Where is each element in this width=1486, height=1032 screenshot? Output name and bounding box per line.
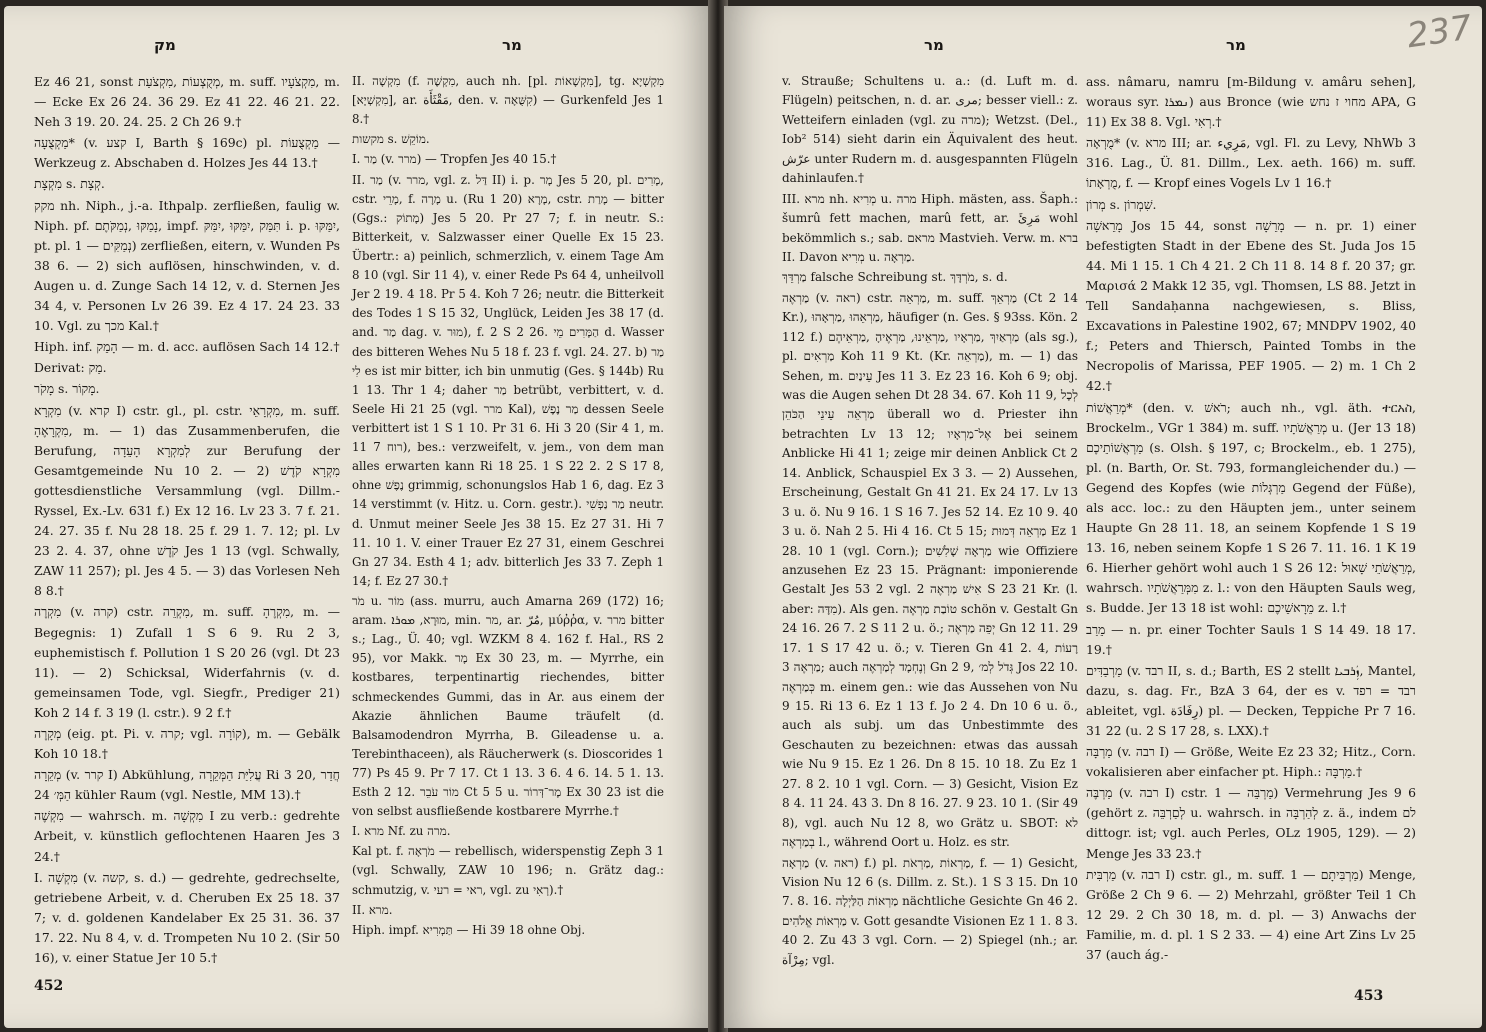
- dictionary-entry: מַרְבָּה (v. רבה I) — Größe, Weite Ez 23 32; Hitz., Corn. vokalisieren aber einfacher pt. Hiph.: מַרְבָּה.†: [1086, 744, 1416, 780]
- dictionary-entry: מקק nh. Niph., j.-a. Ithpalp. zerfließen, faulig w. Niph. pf. נָמַקּוּ ,נְמַקֹּתֶם, impf. תִּמַּק ,יִמַּקּוּ ,יִמַּקּ i. p. יִמַּקּוּ, pt. pl. נְמַקִּים — 1) zerfließen, eitern, v. Wunden Ps 38 6. — 2) sich auflösen, hinschwinden, v. d. Augen u. d. Zunge Sach 14 12, v. d. Sternen Jes 34 4, v. Personen Lv 26 39. Ez 4 17. 24 23. 33 10. Vgl. zu מכך Kal.†: [34, 197, 340, 334]
- dictionary-entry: Hiph. impf. תַּמְרִיא — Hi 39 18 ohne Obj.: [352, 922, 586, 937]
- dictionary-entry: מָרֵאשָׁה Jos 15 44, sonst מָרֵשָׁה — n. pr. 1) einer befestigten Stadt in der Ebene des St. Juda Jos 15 44. Mi 1 15. 1 Ch 4 21. 2 Ch 11 8. 14 8 f. 20 37; gr. Μαρισά 2 Makk 12 35, vgl. Thomsen, LS 88. Jetzt in Tell Sandaḥanna nachgewiesen, s. Bliss, Excavations in Palestine 1902, 67; MNDPV 1902, 40 f.; Peters and Thiersch, Painted Tombs in the Necropolis of Marissa, PEF 1905. — 2) m. 1 Ch 2 42.†: [1086, 217, 1416, 394]
- dictionary-entry: ass. nâmaru, namru [m-Bildung v. amâru sehen], woraus syr. ܢܡܪܐ) aus Bronce (wie מחוי ז נחש APA, G 11) Ex 38 8. Vgl. רְאִי.†: [1086, 74, 1416, 130]
- dictionary-entry: מַרְבַדִּים (v. רבד II, s. d.; Barth, ES 2 stellt ܙܲܪܒܝܐ, Mantel, dazu, s. dag. Fr., BzA 3 64, der es v. רבד = רפד ableitet, vgl. رِفَادَة) pl. — Decken, Teppiche Pr 7 16. 31 22 (u. 2 S 17 28, s. LXX).†: [1086, 662, 1417, 738]
- dictionary-entry: Derivat: מַק.: [34, 360, 107, 376]
- dictionary-entry: מַרְאָה (v. ראה) f.) pl. מַרְאוֹת ,מַרְאֹת, f. — 1) Gesicht, Vision Nu 12 6 (s. Dillm. z. St.). 1 S 3 15. Dn 10 7. 8. 16. מַרְאוֹת הַלַּיְלָה nächtliche Gesichte Gn 46 2. מַרְאוֹת אֱלֹהִים v. Gott gesandte Visionen Ez 1 1. 8 3. 40 2. Zu 43 3 vgl. Corn. — 2) Spiegel (nh.; ar. مِرْآة; vgl.: [782, 855, 1078, 967]
- right-column-1: [782, 72, 1078, 971]
- right-running-head-2: מר: [1226, 36, 1246, 54]
- dictionary-entry: II. מַר (v. מרר, vgl. z. דַּל II) i. p. מָר Jes 5 20, pl. מָרִים, cstr. מָרֵי, f. מָרָה u. (Ru 1 20) מָרָא, cstr. מָרַת — bitter (Ggs.: מָתוֹק) Jes 5 20. Pr 27 7; f. in neutr. S.: Bitterkeit, v. Salzwasser einer Quelle Ex 15 23. Übertr.: a) peinlich, schmerzlich, v. einem Tage Am 8 10 (vgl. Sir 11 4), v. einer Rede Ps 64 4, unheilvoll Jer 2 19. 4 18. Pr 5 4. Koh 7 26; neutr. die Bitterkeit des Todes 1 S 15 32, Unglück, Leiden Jes 38 17 (d. and. מַר dag. v. מוּר), f. 2 S 2 26. הַמָּרִים מֵי d. Wasser des bitteren Wehes Nu 5 18 f. 23 f. vgl. 24. 27. b) מַר לִי es ist mir bitter, ich bin unmutig (Ges. § 144b) Ru 1 13. Thr 1 4; daher מַר betrübt, verbittert, v. d. Seele Hi 21 25 (vgl. מרר Kal), מַר נֶפֶשׁ dessen Seele verbittert ist 1 S 1 10. Pr 31 6. Hi 3 20 (Sir 4 1, m. רוח 7 11), bes.: verzweifelt, v. jem., von dem man alles erwarten kann Ri 18 25. 1 S 22 2. 2 S 17 8, ohne נֶפֶשׁ grimmig, schonungslos Hab 1 6, dag. Ez 3 14 verstimmt (v. Hitz. u. Corn. gestr.). מַר נַפְשִׁי neutr. d. Unmut meiner Seele Jes 38 15. Ez 27 31. Hi 7 11. 10 1. V. einer Trauer Ez 27 31, einem Geschrei Gn 27 34. Esth 4 1; adv. bitterlich Jes 33 7. Zeph 1 14; f. Ez 27 30.†: [352, 172, 664, 588]
- dictionary-entry: מֵרַב — n. pr. einer Tochter Sauls 1 S 14 49. 18 17. 19.†: [1086, 621, 1416, 657]
- dictionary-entry: מָקֹר s. מָקוֹר.: [34, 381, 100, 397]
- dictionary-entry: III. מרא nh. מְרִיא u. מרה Hiph. mästen, ass. Šaph.: šumrû fett machen, marû fett, ar. مَرِئَ wohl bekömmlich s.; sab. מראם Mastvieh. Verw. m. ברא II. Davon מְרִיא u. מַרְאָה.: [782, 191, 1078, 264]
- dictionary-entry: מִקְצָת s. קְצָת.: [34, 176, 105, 192]
- dictionary-entry: I. מַר (v. מרר) — Tropfen Jes 40 15.†: [352, 152, 557, 167]
- right-running-head-1: מר: [924, 36, 944, 54]
- dictionary-entry: מִקְרֶה (v. קרה) cstr. מִקְרֵה, m. suff. מִקְרֶהָ, m. — Begegnis: 1) Zufall 1 S 6 9. Ru 2 3, euphemistisch f. Pollution 1 S 20 26 (vgl. Dt 23 11). — 2) Schicksal, Widerfahrnis (v. d. gemeinsamen Tode, vgl. Siegfr., Prediger 21) Koh 2 14 f. 3 19 (l. cstr.). 9 2 f.†: [34, 604, 340, 720]
- left-column-1: [34, 72, 340, 969]
- right-page-number: 453: [1354, 988, 1384, 1004]
- dictionary-entry: II. מִקְשָׁה (f. מִקְשֶׁה, auch nh. [pl. מִקְשָׁאוֹת], tg. מִקְשְׁיָא [מִקְשְׁיָא], ar. مَقْثَأَة, den. v. קִשֻּׁאָה) — Gurkenfeld Jes 1 8.†: [352, 74, 664, 127]
- dictionary-entry: מֻרְאָה* (v. מרא III; ar. مَرِيء, vgl. Fl. zu Levy, NhWb 3 316. Lag., Ü. 81. Dillm., Lex. aeth. 166) m. suff. מֻרְאָתוֹ, f. — Kropf eines Vogels Lv 1 16.†: [1086, 135, 1417, 191]
- dictionary-entry: Hiph. inf. הָמֵק — m. d. acc. auflösen Sach 14 12.†: [34, 339, 340, 355]
- dictionary-entry: מְקָרֶה (eig. pt. Pi. v. קרה; vgl. קוֹרָה), m. — Gebälk Koh 10 18.†: [34, 726, 341, 762]
- right-column-2: [1086, 72, 1416, 966]
- left-running-head-1: מק: [154, 36, 176, 54]
- dictionary-entry: מְרַאֲשׁוֹת* (den. v. רֹאשׁ; auch nh., vgl. äth. ተርአስ, Brockelm., VGr 1 384) m. suff. מְרַאֲשֹׁתָיו u. (Jer 13 18) מַרְאֲשׁוֹתֵיכֶם (s. Olsh. § 197, c; Brockelm., eb. 1 275), pl. (n. Barth, Or. St. 793, formangleichender du.) — Gegend des Kopfes (wie מַרְגְּלוֹת Gegend der Füße), als acc. loc.: zu den Häupten jem., unter seinem Haupte Gn 28 11. 18, an seinem Kopfende 1 S 19 13. 16, neben seinem Kopfe 1 S 26 7. 11. 16. 1 K 19 6. Hierher gehört wohl auch 1 S 26 12: מְרַאֲשֹׁתֵי שָׁאוּל, wahrsch. מִמְּרַאֲשֹׁתָיו z. l.: von den Häupten Sauls weg, s. Budde. Jer 13 18 ist wohl: מֵרָאשֵׁיכֶם z. l.†: [1086, 399, 1416, 616]
- dictionary-entry: מִקְרָא (v. קרא I) cstr. gl., pl. cstr. מִקְרָאֵי, m. suff. מִקְרָאֶהָ, m. — 1) das Zusammenberufen, die Berufung, לְמִקְרָא הָעֵדָה zur Berufung der Gesamtgemeinde Nu 10 2. — 2) מִקְרָא קֹדֶשׁ gottesdienstliche Versammlung (vgl. Dillm.-Ryssel, Ex.-Lv. 631 f.) Ex 12 16. Lv 23 3. 7 f. 21. 24. 27. 35 f. Nu 28 18. 25 f. 29 1. 7. 12; pl. Lv 23 2. 4. 37, ohne קֹדֶשׁ Jes 1 13 (vgl. Schwally, ZAW 11 257); pl. Jes 4 5. — 3) das Vorlesen Neh 8 8.†: [34, 402, 340, 599]
- dictionary-entry: מַרְדֵּךְ falsche Schreibung st. מֹרְדָּךְ, s. d.: [782, 270, 1008, 285]
- left-column-2: [352, 72, 664, 941]
- dictionary-entry: I. מרא Nf. zu מרה.: [352, 824, 451, 839]
- left-page: [4, 6, 712, 1028]
- dictionary-entry: מקשות s. מוֹקֵשׁ.: [352, 132, 430, 147]
- right-page: [724, 6, 1482, 1028]
- dictionary-entry: מַרְבֶּה (v. רבה I) cstr. מַרְבֵּה — 1) Vermehrung Jes 9 6 (gehört z. לְםַרְבֵּה u. wahrsch. in לְהַרְבָּה z. ä., indem לם dittogr. ist; vgl. auch Perles, OLz 1905, 129). — 2) Menge Jes 33 23.†: [1086, 785, 1416, 861]
- handwritten-page-number: 237: [1404, 7, 1475, 57]
- left-page-number: 452: [34, 978, 64, 994]
- left-running-head-2: מר: [502, 36, 522, 54]
- dictionary-entry: מִקְשֶׁה — wahrsch. m. מִקְשָׁה I zu verb.: gedrehte Arbeit, v. künstlich geflochtenen Haaren Jes 3 24.†: [34, 808, 340, 864]
- dictionary-entry: Kal pt. f. מֹרְאָה — rebellisch, widerspenstig Zeph 3 1 (vgl. Schwally, ZAW 10 196; n. Grätz dag.: schmutzig, v. ראי = רעי, vgl. zu רְאִי).†: [352, 844, 664, 897]
- dictionary-entry: מַרְבִּית (v. רבה I) cstr. gl., m. suff. מַרְבִּיתָם — 1) Menge, Größe 2 Ch 9 6. — 2) Mehrzahl, größter Teil 1 Ch 12 29. 2 Ch 30 18, m. d. pl. — 3) Anwachs der Familie, m. d. pl. 1 S 2 33. — 4) eine Art Zins Lv 25 37 (auch ág.-: [1086, 866, 1416, 963]
- dictionary-entry: מְקֵרָה (v. קרר I) Abkühlung, עֲלִיַּת הַמְּקֵרָה Ri 3 20, חֲדַר הַמְּ׳ 24 kühler Raum (vgl. Nestle, MM 13).†: [34, 767, 341, 803]
- dictionary-entry: I. מִקְשָׁה (v. קשה, s. d.) — gedrehte, gedrechselte, getriebene Arbeit, v. d. Cheruben Ex 25 18. 37 7; v. d. goldenen Kandelaber Ex 25 31. 36. 37 17. 22. Nu 8 4, v. d. Trompeten Nu 10 2. (Sir 50 16), v. einer Statue Jer 10 5.†: [34, 869, 340, 966]
- dictionary-entry: v. Strauße; Schultens u. a.: (d. Luft m. d. Flügeln) peitschen, n. d. ar. مرى; besser viell.: z. Wetteifern einladen (vgl. zu מרה); Wetzst. (Del., Iob² 514) sieht darin ein Äquivalent des heut. عرّش unter Rudern m. d. ausgespannten Flügeln dahinlaufen.†: [782, 74, 1078, 186]
- dictionary-entry: II. מרא.: [352, 902, 393, 917]
- dictionary-entry: מַרְאֶה (v. ראה) cstr. מַרְאֵה, m. suff. מַרְאֵךְ (Ct 2 14 Kr.), מַרְאֵהוּ ,מַרְאָהוּ, häufiger (n. Ges. § 93ss. Kön. 2 112 f.) מַרְאַיִךְ ,מַרְאָיו ,מַרְאֵינוּ, מַרְאֶיהָ ,מַרְאֵיהֶם (als sg.), pl. מַרְאִים Koh 11 9 Kt. (Kr. מַרְאֵה), m. — 1) das Sehen, m. עֵינַיִם Jes 11 3. Ez 23 16. Koh 6 9; obj. was die Augen sehen Dt 28 34. 67. Koh 11 9, לְכָל מַרְאֵה עֵינֵי הַכֹּהֵן überall wo d. Priester ihn betrachten Lv 13 12; אֶל־מַרְאָיו bei seinem Anblicke Hi 41 1; zeige mir deinen Anblick Ct 2 14. Anblick, Schauspiel Ex 3 3. — 2) Aussehen, Erscheinung, Gestalt Gn 41 21. Ex 24 17. Lv 13 3 u. ö. Nu 9 16. 1 S 16 7. Jes 52 14. Ez 10 9. 40 3 u. ö. Nah 2 5. Hi 4 16. Ct 5 15; מַרְאֵה דְּמוּת Ez 1 28. 10 1 (vgl. Corn.); מַרְאָה שָׁלִשִׁים wie Offiziere anzusehen Ez 23 15. Prägnant: imponierende Gestalt Jes 53 2 vgl. אִישׁ מַרְאֶה 2 S 23 21 Kr. (l. aber: מִדָּה). Als gen. טוֹבַת מַרְאֶה schön v. Gestalt Gn 24 16. 26 7. 2 S 11 2 u. ö.; יְפֵה מַרְאֶה Gn 12 11. 29 17. 1 S 17 42 u. ö.; v. Tieren Gn 41 2. 4, רָעוֹת מַרְאֶה 3; auch וְנֶחְמָד לְמַרְאֶה Gn 2 9, גְּדֹל לְמ׳ Jos 22 10. כְּמַרְאֶה m. einem gen.: wie das Aussehen von Nu 9 15. Ri 13 6. Ez 1 13 f. Jo 2 4. Dn 10 6 u. ö., auch als subj. um das Unbestimmte des Geschauten zu bezeichnen: etwas das aussah wie Nu 9 15. Ez 1 26. Dn 8 15. 10 18. Zu Ez 1 27. 8 2. 10 1 vgl. Corn. — 3) Gesicht, Vision Ez 8 4. 11 24. 43 3. Dn 8 16. 27. 9 23. 10 1. (Sir 49 8), vgl. auch Nu 12 8, wo Grätz u. SBOT: לא בְמַרְאֶה l., während Oort u. Holz. es str.: [782, 290, 1079, 850]
- dictionary-entry: מַקְצֻעָה* (v. קצע I, Barth § 169c) pl. מַקְצֻעוֹת — Werkzeug z. Abschaben d. Holzes Jes 44 13.†: [34, 135, 340, 171]
- dictionary-entry: Ez 46 21, sonst מְקֻצְעוֹת ,מִקְצֹעַת, m. suff. מִקְצֹעָיו, m. — Ecke Ex 26 24. 36 29. Ez 41 22. 46 21. 22. Neh 3 19. 20. 24. 25. 2 Ch 26 9.†: [34, 74, 340, 130]
- dictionary-entry: מֹר u. מוֹר (ass. murru, auch Amarna 269 (172) 16; aram. מוּרָא, ܡܘܪܐ, min. מר, ar. مُرّ, μύῤῥα, v. מרר bitter s.; Lag., Ü. 40; vgl. WZKM 8 4. 162 f. Hal., RS 2 95), vor Makk. מָר Ex 30 23, m. — Myrrhe, ein kostbares, terpentinartig riechendes, bitter schmeckendes Gummi, das in Ar. aus einem der Akazie ähnlichen Baume träufelt (d. Balsamodendron Myrrha, B. Gileadense u. a. Terebinthaceen), als Räucherwerk (s. Dioscorides 1 77) Ps 45 9. Pr 7 17. Ct 1 13. 3 6. 4 6. 14. 5 1. 13. Esth 2 12. מוֹר עֹבֵר Ct 5 5 u. מָר־דְּרוֹר Ex 30 23 ist die von selbst ausfließende kostbarere Myrrhe.†: [352, 593, 664, 819]
- dictionary-entry: מְרוֹן s. שִׁמְרוֹן.: [1086, 196, 1157, 212]
